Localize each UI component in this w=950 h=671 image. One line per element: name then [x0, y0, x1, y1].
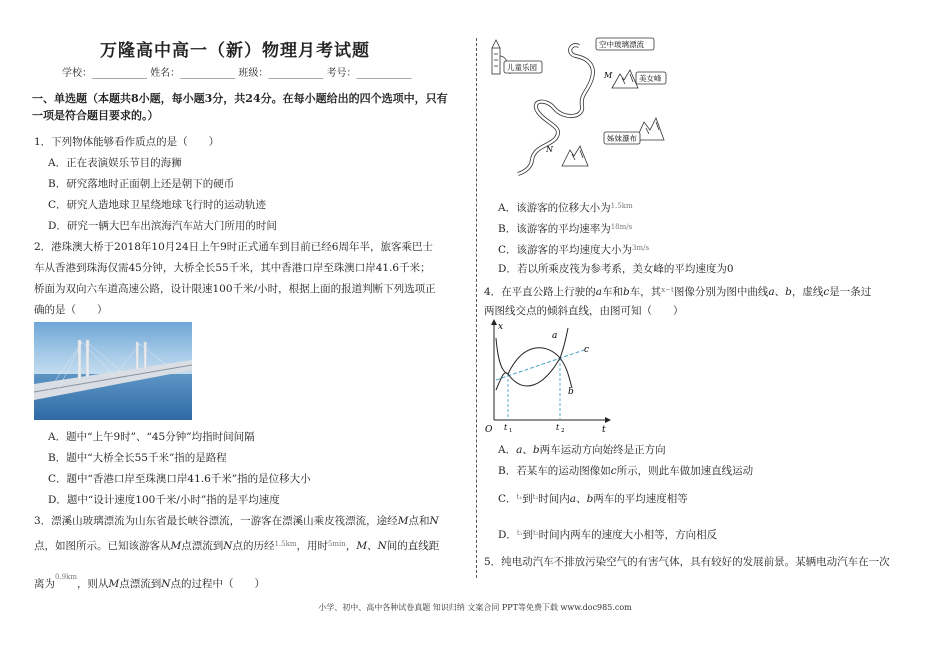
q3-text: 点和 [408, 515, 430, 527]
q3-text: ，用时 [296, 540, 328, 552]
beauty-peak-label: 美女峰 [639, 74, 662, 83]
kids-park-label: 儿童乐园 [507, 63, 537, 72]
q4-option-a-sep: 、 [522, 444, 533, 456]
q4-option-d-t1: t₁ [516, 529, 523, 537]
q1-option-b[interactable]: B．研究落地时正面朝上还是朝下的硬币 [48, 178, 235, 190]
map-point-n: N [546, 145, 553, 154]
section-heading-line2: 一项是符合题目要求的。） [32, 109, 159, 122]
q3-point-m: M [397, 515, 409, 527]
q3-point-m: M [356, 540, 368, 552]
q3-text: ， [345, 540, 357, 552]
q2-stem-line3: 桥面为双向六车道高速公路，设计限速100千米/小时，根据上面的报道判断下列选项正 [34, 283, 436, 295]
q4-option-c-car: a [569, 493, 577, 505]
q3-option-d[interactable]: D．若以所乘皮筏为参考系，美女峰的平均速度为0 [498, 263, 734, 275]
q3-text: 3．漂溪山玻璃漂流为山东省最长峡谷漂流，一游客在漂溪山乘皮筏漂流，途经 [34, 515, 398, 527]
x-axis-label: x [498, 322, 504, 332]
q3-text: 间的直线距 [386, 540, 440, 552]
q4-stem-line1 [484, 283, 871, 299]
page-title: 万隆高中高一（新）物理月考试题 [100, 41, 370, 61]
curve-b [496, 338, 572, 388]
sisters-waterfall-label: 姊妹瀑布 [607, 134, 637, 143]
q4-option-b-text: B．若某车的运动图像如 [498, 465, 611, 477]
t1-label: t [504, 423, 508, 432]
q3-text: 点的过程中（ ） [170, 578, 265, 590]
q3-option-c-text: C．该游客的平均速度大小为 [498, 244, 633, 256]
class-label: 班级： [238, 68, 269, 79]
section-heading [32, 90, 462, 124]
school-label: 学校： [62, 68, 92, 79]
q1-option-c[interactable]: C．研究人造地球卫星绕地球飞行时的运动轨迹 [48, 199, 267, 211]
q4-option-c-t1: t₁ [516, 493, 523, 501]
q4-option-d-text: 时间内两车的速度大小相等，方向相反 [538, 529, 718, 541]
q5-stem-line1: 5．纯电动汽车不排放污染空气的有害气体，具有较好的发展前景。某辆电动汽车在一次 [484, 556, 890, 568]
q3-option-b-value: 18m/s [610, 223, 633, 231]
q3-stem-line2 [34, 537, 439, 553]
t-axis-label: t [602, 425, 606, 435]
q4-car-a: a [595, 286, 602, 298]
q3-stem-line3 [34, 570, 265, 591]
q4-option-c-t2: t₂ [532, 493, 539, 501]
q4-text: 是一条过 [829, 286, 872, 298]
q3-point-n: N [223, 540, 233, 552]
q4-option-c-car: b [586, 493, 594, 505]
q4-line-c: c [823, 286, 830, 298]
t2-label: t [556, 423, 560, 432]
q3-text: 点的历经 [232, 540, 275, 552]
q3-distance: 1.5km [274, 540, 297, 548]
q2-option-c[interactable]: C．题中“香港口岸至珠澳口岸41.6千米”指的是位移大小 [48, 473, 311, 485]
origin-label: O [485, 425, 493, 435]
q3-point-n: N [429, 515, 439, 527]
q4-option-c-sep: 、 [576, 493, 587, 505]
t1-subscript: 1 [509, 428, 513, 434]
q1-stem: 1．下列物体能够看作质点的是（ ） [34, 136, 220, 148]
q3-option-b-text: B．该游客的平均速率为 [498, 223, 611, 235]
q4-option-a-text: 两车运动方向始终是正方向 [539, 444, 666, 456]
q4-option-d-t2: t₂ [533, 529, 539, 537]
q4-text: 图像分别为图中曲线 [673, 286, 769, 298]
column-divider [476, 38, 477, 578]
student-info-line [62, 64, 412, 79]
q2-stem-line4: 确的是（ ） [34, 304, 108, 316]
q2-option-b[interactable]: B．题中“大桥全长55千米”指的是路程 [48, 452, 227, 464]
q3-text: 、 [367, 540, 378, 552]
q4-option-b-line: c [610, 465, 617, 477]
q4-text: ，虚线 [791, 286, 824, 298]
q4-xt-symbol: x−t [661, 286, 674, 294]
q3-text: 离为 [34, 578, 55, 590]
q3-text: 点漂流到 [181, 540, 224, 552]
q3-point-n: N [377, 540, 387, 552]
name-label: 姓名： [150, 68, 181, 79]
q4-text: 、 [774, 286, 786, 298]
q4-option-a-car: b [532, 444, 540, 456]
exam-no-blank[interactable]: ___________ [356, 68, 412, 79]
q3-point-m: M [108, 578, 120, 590]
q4-curve-b: b [785, 286, 792, 298]
q4-option-d-text: 到 [522, 529, 534, 541]
q1-option-d[interactable]: D．研究一辆大巴车出滨海汽车站大门所用的时间 [48, 220, 277, 232]
q3-point-n: N [161, 578, 171, 590]
name-blank[interactable]: ___________ [180, 68, 236, 79]
q1-option-a[interactable]: A．正在表演娱乐节目的海狮 [48, 157, 182, 169]
q3-option-c[interactable] [498, 241, 649, 257]
q3-option-a-value: 1.5km [610, 202, 633, 210]
curve-a-label: a [552, 331, 558, 341]
mountain-icon [562, 146, 588, 166]
q4-option-a-car: a [516, 444, 523, 456]
map-point-m: M [604, 71, 613, 80]
q3-text: ，则从 [77, 578, 109, 590]
sky-rafting-label: 空中玻璃漂流 [599, 40, 644, 49]
q4-option-c[interactable] [498, 490, 688, 506]
bridge-photo [34, 322, 192, 420]
school-blank[interactable]: ___________ [92, 68, 147, 79]
q4-option-c-text: 时间内 [538, 493, 570, 505]
q2-option-a[interactable]: A．题中“上午9时”、“45分钟”均指时间间隔 [48, 431, 255, 443]
q2-stem-line1: 2．港珠澳大桥于2018年10月24日上午9时正式通车到目前已经6周年半，旅客乘巴士 [34, 241, 433, 253]
page-footer: 小学、初中、高中各种试卷真题 知识归纳 文案合同 PPT等免费下载 www.doc985.com [318, 603, 632, 612]
q4-option-b[interactable] [498, 464, 753, 478]
q4-curve-a: a [768, 286, 775, 298]
q3-displacement: 0.9km [55, 573, 78, 581]
q3-time: 5min [327, 540, 346, 548]
curve-b-label: b [568, 387, 574, 397]
rafting-map [484, 34, 684, 176]
class-blank[interactable]: ___________ [268, 68, 324, 79]
mountain-icon [612, 70, 638, 88]
q4-option-d-text: D． [498, 529, 517, 541]
q4-text: 车，其 [629, 286, 662, 298]
q3-option-a-text: A．该游客的位移大小为 [498, 202, 611, 214]
exam-no-label: 考号： [326, 68, 357, 79]
t2-subscript: 2 [561, 428, 565, 434]
q4-option-c-text: 到 [522, 493, 533, 505]
q4-text: 4．在平直公路上行驶的 [484, 286, 596, 298]
q4-option-b-text: 所示，则此车做加速直线运动 [616, 465, 754, 477]
q2-stem-line2: 车从香港到珠海仅需45分钟，大桥全长55千米，其中香港口岸至珠澳口岸41.6千米； [34, 262, 431, 274]
q3-point-m: M [170, 540, 182, 552]
q4-option-c-text: C． [498, 493, 517, 505]
q4-stem-line2: 两图线交点的倾斜直线，由图可知（ ） [484, 305, 684, 317]
line-c-label: c [584, 345, 590, 355]
section-heading-line1: 一、单选题（本题共8小题，每小题3分，共24分。在每小题给出的四个选项中，只有 [32, 92, 448, 105]
q3-option-c-value: 3m/s [632, 244, 650, 252]
q3-option-a[interactable] [498, 199, 633, 215]
q2-option-d[interactable]: D．题中“设计速度100千米/小时”指的是平均速度 [48, 494, 280, 506]
q3-text: 点漂流到 [119, 578, 162, 590]
q4-option-d[interactable] [498, 526, 717, 542]
q3-text: 点，如图所示。已知该游客从 [34, 540, 171, 552]
q4-option-c-text: 两车的平均速度相等 [593, 493, 688, 505]
q3-option-b[interactable] [498, 220, 632, 236]
q4-car-b: b [622, 286, 630, 298]
q4-option-a-text: A． [498, 444, 517, 456]
q4-text: 车和 [601, 286, 623, 298]
q3-stem-line1 [34, 514, 439, 528]
xt-graph [484, 318, 614, 436]
q4-option-a[interactable] [498, 443, 666, 457]
